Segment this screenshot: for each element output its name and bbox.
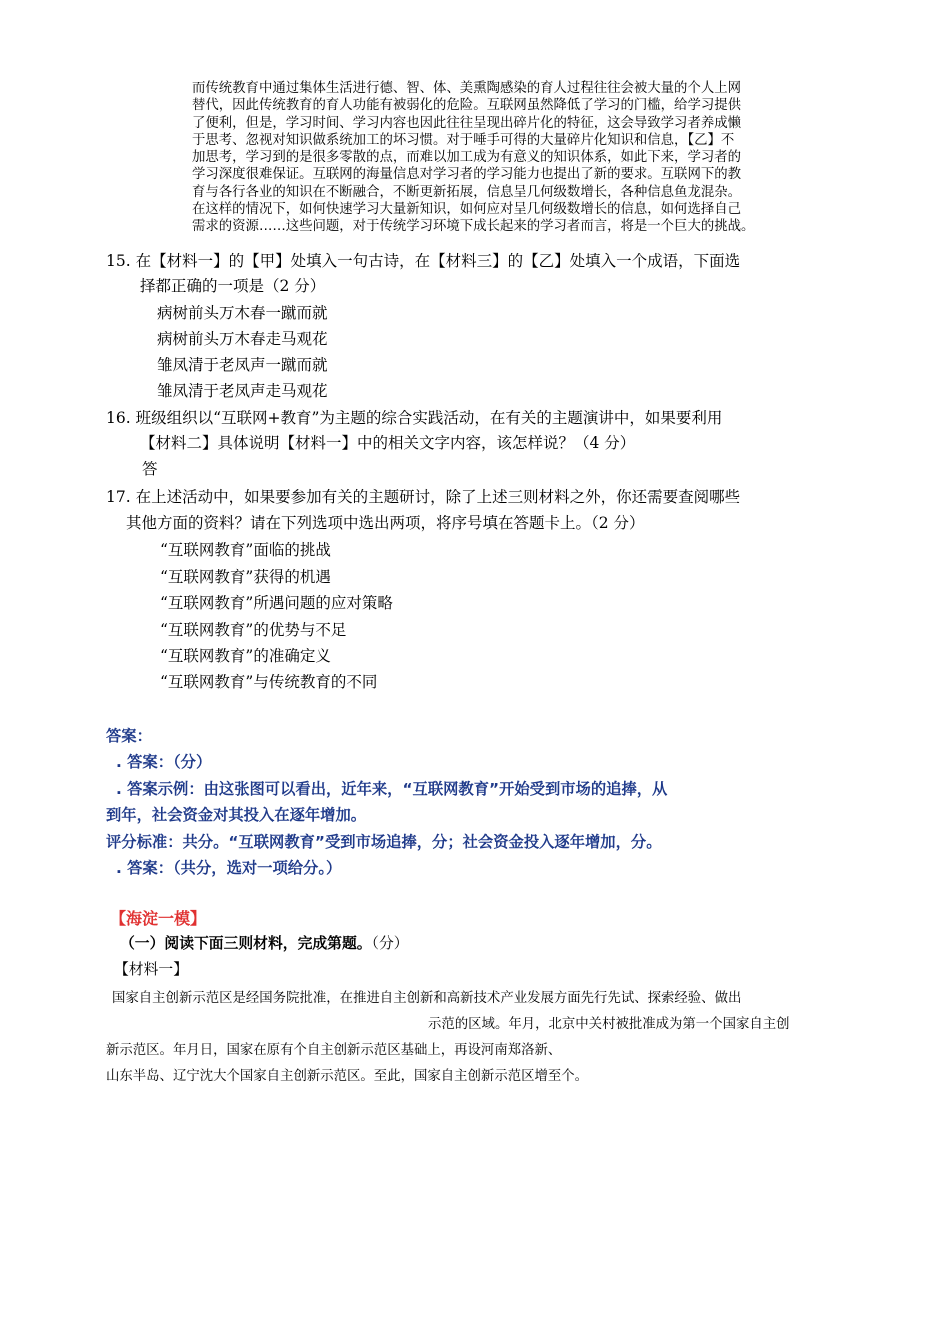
- question-17-option: “互联网教育”与传统教育的不同: [160, 673, 378, 691]
- section-title: 【海淀一模】: [110, 909, 207, 928]
- question-15-option: 雏凤清于老凤声一蹴而就: [157, 356, 328, 374]
- question-17-option: “互联网教育”所遇问题的应对策略: [160, 594, 393, 612]
- question-16-line2: 【材料二】具体说明【材料一】中的相关文字内容，该怎样说？（4 分）: [140, 434, 636, 452]
- question-15-option: 雏凤清于老凤声走马观花: [157, 382, 328, 400]
- question-15-line2: 择都正确的一项是（2 分）: [140, 277, 326, 295]
- passage-line: 而传统教育中通过集体生活进行德、智、体、美熏陶感染的育人过程往往会被大量的个人上网: [192, 81, 742, 96]
- material-line: 国家自主创新示范区是经国务院批准，在推进自主创新和高新技术产业发展方面先行先试、探索经验、做出: [112, 991, 742, 1006]
- answer-item: . 答案示例：由这张图可以看出，近年来，“互联网教育”开始受到市场的追捧，从: [116, 780, 668, 798]
- answer-item: . 答案：（分）: [116, 753, 212, 771]
- passage-line: 于思考、忽视对知识做系统加工的坏习惯。对于唾手可得的大量碎片化知识和信息，【乙】不: [192, 132, 735, 148]
- passage-line: 在这样的情况下，如何快速学习大量新知识，如何应对呈几何级数增长的信息，如何选择自己: [192, 202, 742, 218]
- material-line: 示范的区域。年月，北京中关村被批准成为第一个国家自主创: [428, 1017, 790, 1032]
- question-17-option: “互联网教育”的准确定义: [160, 647, 331, 665]
- answer-item: . 答案：（共分，选对一项给分。）: [116, 859, 342, 877]
- material-line: 山东半岛、辽宁沈大个国家自主创新示范区。至此，国家自主创新示范区增至个。: [106, 1069, 589, 1084]
- passage-line: 学习深度很难保证。互联网的海量信息对学习者的学习能力也提出了新的要求。互联网下的教: [192, 167, 742, 183]
- question-17-line2: 其他方面的资料？请在下列选项中选出两项，将序号填在答题卡上。（2 分）: [126, 514, 645, 532]
- question-15-option: 病树前头万木春一蹴而就: [157, 304, 328, 322]
- section-task: [120, 932, 409, 953]
- material-line: 新示范区。年月日，国家在原有个自主创新示范区基础上，再设河南郑洛新、: [106, 1043, 562, 1058]
- question-17-option: “互联网教育”的优势与不足: [160, 621, 347, 639]
- scoring-criteria: 评分标准：共分。“互联网教育”受到市场追捧，分；社会资金投入逐年增加，分。: [106, 833, 662, 851]
- section-task-score: （分）: [371, 935, 409, 952]
- question-17-option: “互联网教育”面临的挑战: [160, 541, 331, 559]
- passage-line: 加思考，学习到的是很多零散的点，而难以加工成为有意义的知识体系，如此下来，学习者的: [192, 150, 742, 166]
- question-15-line1: 15. 在【材料一】的【甲】处填入一句古诗，在【材料三】的【乙】处填入一个成语，下面选: [106, 252, 741, 270]
- passage-line: 育与各行各业的知识在不断融合，不断更新拓展，信息呈几何级数增长，各种信息鱼龙混杂。: [192, 184, 742, 200]
- passage-line: 了便利，但是，学习时间、学习内容也因此往往呈现出碎片化的特征，这会导致学习者养成懒: [192, 115, 742, 131]
- passage: [192, 80, 852, 236]
- question-17-line1: 17. 在上述活动中，如果要参加有关的主题研讨，除了上述三则材料之外，你还需要查阅哪些: [106, 488, 741, 506]
- question-16-line1: 16. 班级组织以“互联网+教育”为主题的综合实践活动，在有关的主题演讲中，如果要利用: [106, 409, 723, 427]
- answer-item-continued: 到年，社会资金对其投入在逐年增加。: [106, 806, 367, 824]
- section-task-text: （一）阅读下面三则材料，完成第题。: [120, 935, 372, 952]
- passage-line: 替代，因此传统教育的育人功能有被弱化的危险。互联网虽然降低了学习的门槛，给学习提供: [192, 98, 742, 114]
- answers-heading: 答案：: [106, 727, 152, 745]
- question-15-option: 病树前头万木春走马观花: [157, 330, 328, 348]
- question-17-option: “互联网教育”获得的机遇: [160, 568, 331, 586]
- answer-label: 答: [142, 460, 158, 478]
- material-label: 【材料一】: [114, 961, 188, 978]
- passage-line: 需求的资源……这些问题，对于传统学习环境下成长起来的学习者而言，将是一个巨大的挑战。: [192, 219, 755, 235]
